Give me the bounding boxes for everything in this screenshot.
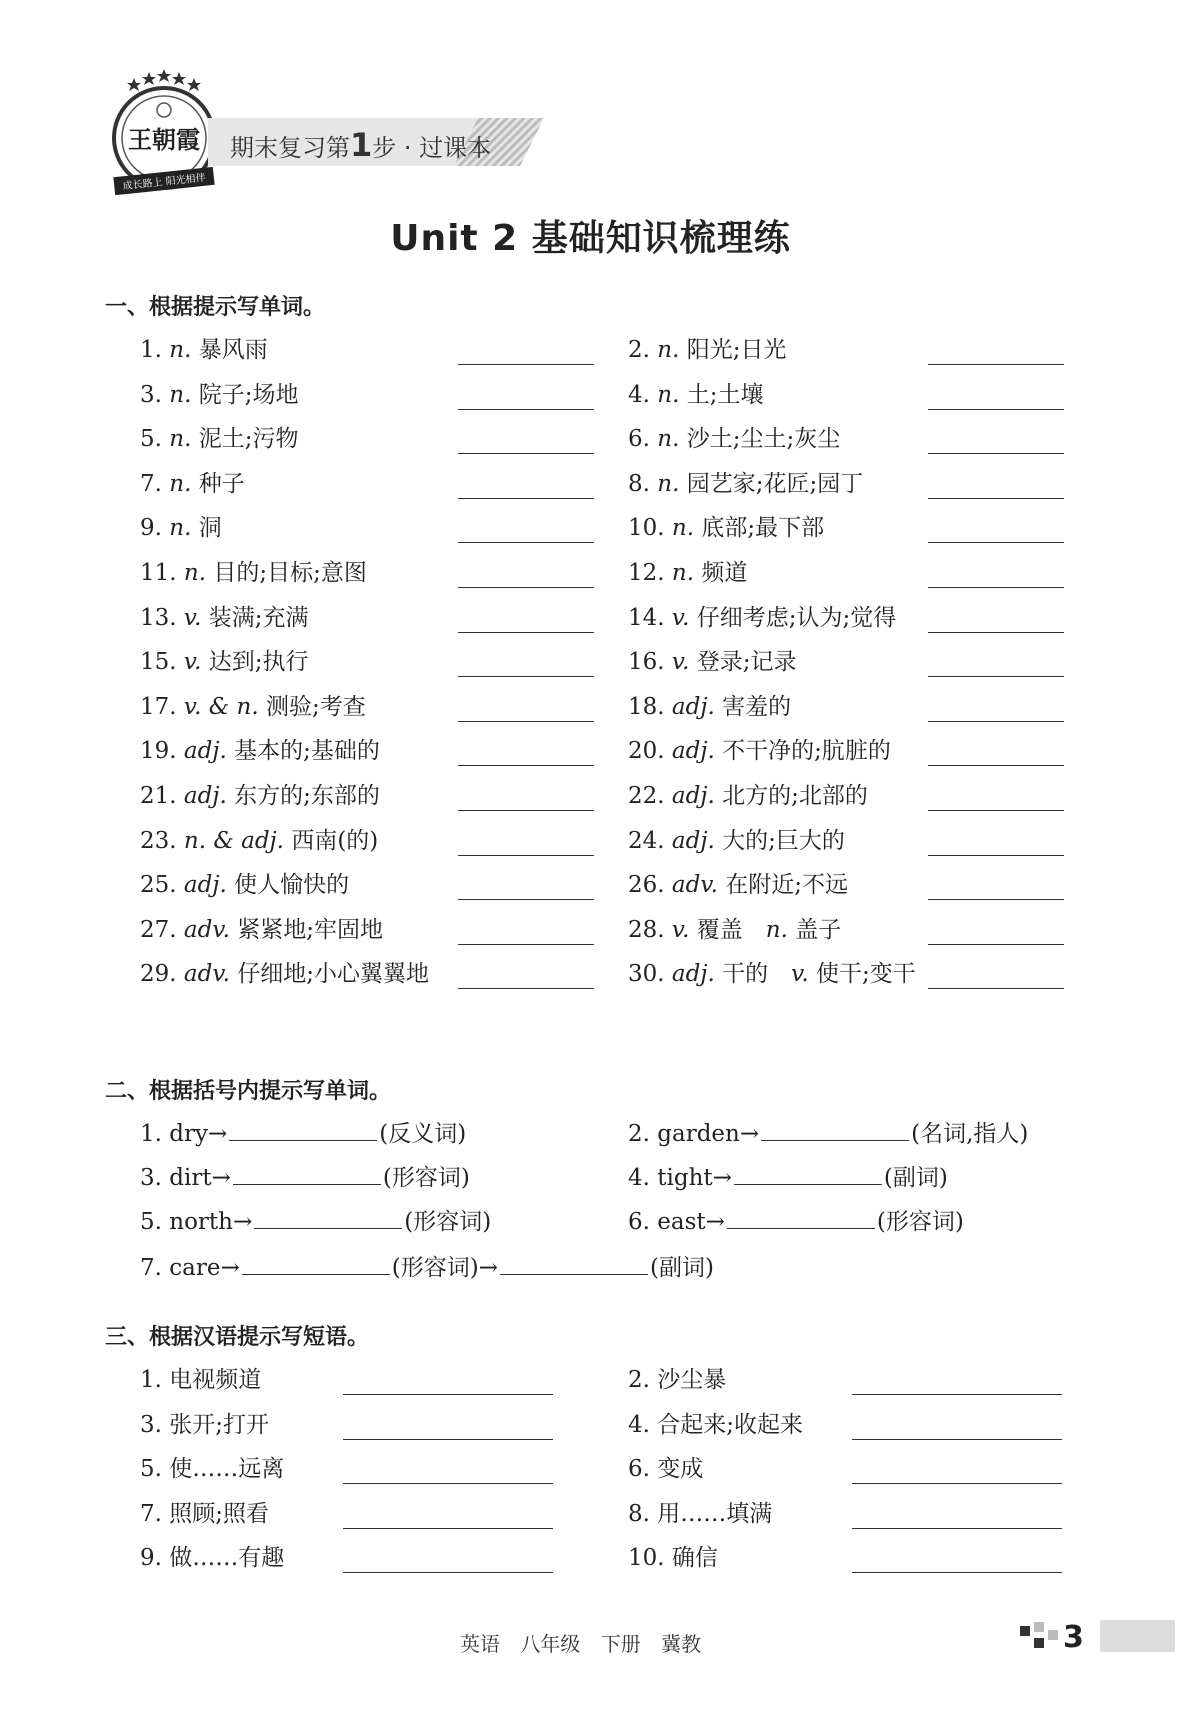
item-meaning: 大的;巨大的	[722, 828, 845, 854]
word-form-hint: (反义词)	[379, 1121, 467, 1147]
list-item	[628, 1366, 726, 1394]
item-number: 20.	[628, 738, 665, 764]
answer-blank[interactable]	[242, 1254, 390, 1275]
answer-blank[interactable]	[229, 1120, 377, 1141]
answer-blank[interactable]	[928, 409, 1064, 410]
item-number: 4.	[628, 1165, 650, 1191]
item-number: 6.	[628, 1456, 650, 1482]
item-number: 24.	[628, 828, 665, 854]
answer-blank[interactable]	[458, 899, 594, 900]
item-number: 4.	[628, 1412, 650, 1438]
list-item	[628, 604, 896, 632]
list-item	[628, 470, 863, 498]
item-number: 7.	[140, 471, 162, 497]
item-meaning: 达到;执行	[208, 649, 309, 675]
word-form-hint: (形容词)	[382, 1165, 470, 1191]
list-item	[140, 1455, 284, 1483]
item-meaning: 土;土壤	[686, 382, 764, 408]
part-of-speech: adj.	[183, 783, 227, 809]
answer-blank[interactable]	[458, 721, 594, 722]
list-item	[628, 871, 848, 899]
item-number: 19.	[140, 738, 177, 764]
item-meaning: 仔细考虑;认为;觉得	[696, 605, 897, 631]
answer-blank[interactable]	[928, 810, 1064, 811]
list-item	[140, 604, 309, 632]
part-of-speech: adj.	[671, 783, 715, 809]
list-item	[140, 827, 378, 855]
list-item	[628, 827, 845, 855]
answer-blank[interactable]	[458, 765, 594, 766]
list-item	[628, 960, 916, 988]
part-of-speech: n.	[169, 382, 192, 408]
page-title: Unit 2 基础知识梳理练	[390, 218, 791, 259]
item-meaning: 不干净的;肮脏的	[722, 738, 891, 764]
item-number: 17.	[140, 694, 177, 720]
list-item	[140, 1366, 261, 1394]
answer-blank[interactable]	[761, 1120, 909, 1141]
item-meaning: 使……远离	[169, 1456, 285, 1482]
answer-blank[interactable]	[928, 988, 1064, 989]
item-number: 13.	[140, 605, 177, 631]
answer-blank[interactable]	[852, 1572, 1062, 1573]
item-number: 10.	[628, 1545, 665, 1571]
item-meaning: 登录;记录	[696, 649, 797, 675]
item-meaning: 沙尘暴	[657, 1367, 727, 1393]
base-word: east→	[657, 1209, 725, 1235]
list-item	[140, 871, 349, 899]
item-number: 30.	[628, 961, 665, 987]
item-number: 21.	[140, 783, 177, 809]
answer-blank[interactable]	[928, 944, 1064, 945]
item-number: 1.	[140, 337, 162, 363]
list-item	[628, 648, 797, 676]
item-number: 5.	[140, 1209, 162, 1235]
item-meaning: 西南(的)	[291, 828, 379, 854]
item-meaning: 合起来;收起来	[657, 1412, 804, 1438]
answer-blank[interactable]	[343, 1528, 553, 1529]
word-form-hint: (形容词)	[404, 1209, 492, 1235]
item-number: 25.	[140, 872, 177, 898]
list-item	[628, 1544, 718, 1572]
part-of-speech: n.	[671, 560, 695, 586]
list-item	[628, 1411, 803, 1439]
answer-blank[interactable]	[343, 1483, 553, 1484]
part-of-speech: v.	[183, 649, 202, 675]
answer-blank[interactable]	[734, 1164, 882, 1185]
list-item	[628, 1208, 964, 1236]
list-item	[140, 1544, 284, 1572]
answer-blank[interactable]	[458, 453, 594, 454]
item-meaning: 用……填满	[657, 1501, 773, 1527]
list-item	[140, 1500, 269, 1528]
answer-blank[interactable]	[852, 1439, 1062, 1440]
part-of-speech: n.	[169, 426, 192, 452]
corner-bar	[1100, 1620, 1175, 1652]
item-number: 2.	[628, 337, 650, 363]
answer-blank[interactable]	[458, 498, 594, 499]
item-number: 15.	[140, 649, 177, 675]
part-of-speech: adv.	[183, 961, 230, 987]
item-number: 7.	[140, 1255, 162, 1281]
list-item	[140, 1208, 491, 1236]
part-of-speech: v.	[671, 917, 690, 943]
item-number: 9.	[140, 515, 162, 541]
list-item	[140, 1254, 714, 1282]
part-of-speech: adj.	[671, 828, 715, 854]
list-item	[628, 1164, 948, 1192]
item-meaning: 院子;场地	[198, 382, 299, 408]
part-of-speech: n.	[169, 337, 192, 363]
list-item	[628, 782, 868, 810]
item-meaning: 覆盖	[696, 917, 743, 943]
item-number: 6.	[628, 1209, 650, 1235]
answer-blank[interactable]	[343, 1439, 553, 1440]
item-number: 1.	[140, 1367, 162, 1393]
list-item	[628, 381, 763, 409]
list-item	[140, 693, 366, 721]
answer-blank[interactable]	[928, 632, 1064, 633]
answer-blank[interactable]	[928, 765, 1064, 766]
base-word: garden→	[657, 1121, 760, 1147]
answer-blank[interactable]	[458, 364, 594, 365]
item-meaning: 确信	[671, 1545, 718, 1571]
item-meaning: 干的	[722, 961, 769, 987]
item-meaning: 电视频道	[169, 1367, 262, 1393]
list-item	[628, 336, 786, 364]
base-word: north→	[169, 1209, 253, 1235]
list-item	[628, 425, 840, 453]
answer-blank[interactable]	[852, 1394, 1062, 1395]
word-form-hint: (副词)	[649, 1255, 714, 1281]
word-form-hint: (形容词)	[876, 1209, 964, 1235]
item-number: 7.	[140, 1501, 162, 1527]
part-of-speech: adv.	[183, 917, 230, 943]
answer-blank[interactable]	[458, 988, 594, 989]
item-number: 23.	[140, 828, 177, 854]
base-word: dirt→	[169, 1165, 231, 1191]
part-of-speech: v.	[671, 605, 690, 631]
item-number: 1.	[140, 1121, 162, 1147]
item-number: 8.	[628, 1501, 650, 1527]
list-item	[140, 470, 245, 498]
item-meaning: 目的;目标;意图	[213, 560, 367, 586]
item-meaning: 张开;打开	[169, 1412, 270, 1438]
item-meaning: 仔细地;小心翼翼地	[237, 961, 429, 987]
item-number: 5.	[140, 426, 162, 452]
item-meaning: 照顾;照看	[169, 1501, 270, 1527]
list-item	[628, 559, 747, 587]
list-item	[140, 425, 298, 453]
item-number: 9.	[140, 1545, 162, 1571]
item-number: 16.	[628, 649, 665, 675]
word-form-hint: (形容词)→	[391, 1255, 498, 1281]
part-of-speech: n.	[169, 471, 192, 497]
answer-blank[interactable]	[343, 1572, 553, 1573]
part-of-speech: n.	[657, 426, 680, 452]
item-meaning: 底部;最下部	[701, 515, 825, 541]
answer-blank[interactable]	[928, 364, 1064, 365]
part-of-speech: n.	[169, 515, 192, 541]
answer-blank[interactable]	[254, 1208, 402, 1229]
list-item	[140, 1411, 269, 1439]
list-item	[140, 916, 383, 944]
item-meaning: 盖子	[795, 917, 842, 943]
answer-blank[interactable]	[500, 1254, 648, 1275]
page-number: 3	[1063, 1620, 1084, 1655]
item-number: 2.	[628, 1121, 650, 1147]
item-number: 10.	[628, 515, 665, 541]
answer-blank[interactable]	[458, 944, 594, 945]
item-meaning: 园艺家;花匠;园丁	[686, 471, 864, 497]
item-meaning: 种子	[198, 471, 245, 497]
answer-blank[interactable]	[458, 587, 594, 588]
item-number: 27.	[140, 917, 177, 943]
list-item	[140, 782, 380, 810]
answer-blank[interactable]	[727, 1208, 875, 1229]
item-meaning: 害羞的	[722, 694, 792, 720]
answer-blank[interactable]	[458, 632, 594, 633]
item-number: 22.	[628, 783, 665, 809]
answer-blank[interactable]	[458, 676, 594, 677]
answer-blank[interactable]	[458, 855, 594, 856]
list-item	[628, 693, 791, 721]
item-meaning: 暴风雨	[198, 337, 268, 363]
item-meaning: 使干;变干	[815, 961, 916, 987]
answer-blank[interactable]	[458, 409, 594, 410]
item-meaning: 东方的;东部的	[234, 783, 380, 809]
svg-text:王朝霞: 王朝霞	[128, 125, 200, 154]
item-number: 4.	[628, 382, 650, 408]
item-number: 3.	[140, 1412, 162, 1438]
part-of-speech: v.	[791, 961, 809, 987]
answer-blank[interactable]	[928, 676, 1064, 677]
answer-blank[interactable]	[343, 1394, 553, 1395]
item-meaning: 基本的;基础的	[234, 738, 380, 764]
part-of-speech: n.	[657, 337, 680, 363]
part-of-speech: n.	[671, 515, 695, 541]
part-of-speech: adj.	[183, 872, 227, 898]
part-of-speech: n.	[765, 917, 788, 943]
answer-blank[interactable]	[852, 1528, 1062, 1529]
item-number: 29.	[140, 961, 177, 987]
item-meaning: 泥土;污物	[198, 426, 299, 452]
part-of-speech: adj.	[671, 738, 715, 764]
item-meaning: 变成	[657, 1456, 704, 1482]
list-item	[628, 916, 841, 944]
item-number: 8.	[628, 471, 650, 497]
item-meaning: 阳光;日光	[686, 337, 787, 363]
item-number: 11.	[140, 560, 177, 586]
answer-blank[interactable]	[928, 587, 1064, 588]
item-meaning: 测验;考查	[266, 694, 366, 720]
item-number: 18.	[628, 694, 665, 720]
answer-blank[interactable]	[233, 1164, 381, 1185]
answer-blank[interactable]	[928, 899, 1064, 900]
item-meaning: 做……有趣	[169, 1545, 285, 1571]
answer-blank[interactable]	[928, 498, 1064, 499]
item-number: 5.	[140, 1456, 162, 1482]
part-of-speech: n.	[657, 471, 680, 497]
base-word: care→	[169, 1255, 240, 1281]
part-of-speech: adj.	[671, 961, 715, 987]
list-item	[628, 1455, 703, 1483]
answer-blank[interactable]	[458, 542, 594, 543]
list-item	[140, 1120, 466, 1148]
footer-text: 英语 八年级 下册 冀教	[460, 1632, 702, 1656]
part-of-speech: n.	[183, 560, 207, 586]
item-meaning: 使人愉快的	[234, 872, 350, 898]
answer-blank[interactable]	[928, 453, 1064, 454]
part-of-speech: v.	[671, 649, 690, 675]
word-form-hint: (副词)	[883, 1165, 948, 1191]
item-number: 6.	[628, 426, 650, 452]
section-heading: 二、根据括号内提示写单词。	[105, 1079, 392, 1104]
item-meaning: 北方的;北部的	[722, 783, 868, 809]
base-word: tight→	[657, 1165, 732, 1191]
item-meaning: 在附近;不远	[725, 872, 848, 898]
list-item	[628, 1500, 772, 1528]
list-item	[628, 514, 824, 542]
answer-blank[interactable]	[928, 542, 1064, 543]
svg-text:成长路上 阳光相伴: 成长路上 阳光相伴	[122, 172, 207, 193]
list-item	[140, 960, 429, 988]
item-number: 2.	[628, 1367, 650, 1393]
list-item	[140, 1164, 470, 1192]
item-meaning: 洞	[198, 515, 222, 541]
part-of-speech: n. & adj.	[183, 828, 284, 854]
answer-blank[interactable]	[458, 810, 594, 811]
answer-blank[interactable]	[928, 855, 1064, 856]
part-of-speech: n.	[657, 382, 680, 408]
item-number: 28.	[628, 917, 665, 943]
item-number: 3.	[140, 382, 162, 408]
list-item	[140, 648, 309, 676]
list-item	[140, 514, 222, 542]
list-item	[140, 336, 268, 364]
word-form-hint: (名词,指人)	[911, 1121, 1029, 1147]
banner-title: 期末复习第1步 · 过课本	[230, 126, 492, 164]
part-of-speech: adj.	[671, 694, 715, 720]
item-meaning: 装满;充满	[208, 605, 309, 631]
base-word: dry→	[169, 1121, 228, 1147]
part-of-speech: v.	[183, 605, 202, 631]
part-of-speech: adj.	[183, 738, 227, 764]
item-number: 14.	[628, 605, 665, 631]
part-of-speech: adv.	[671, 872, 718, 898]
brand-logo	[104, 68, 224, 200]
item-number: 26.	[628, 872, 665, 898]
item-meaning: 紧紧地;牢固地	[237, 917, 383, 943]
answer-blank[interactable]	[852, 1483, 1062, 1484]
list-item	[628, 737, 891, 765]
item-meaning: 频道	[701, 560, 748, 586]
list-item	[628, 1120, 1028, 1148]
section-heading: 一、根据提示写单词。	[105, 295, 326, 320]
corner-decoration	[1020, 1622, 1058, 1652]
answer-blank[interactable]	[928, 721, 1064, 722]
part-of-speech: v. & n.	[183, 694, 259, 720]
list-item	[140, 737, 380, 765]
item-number: 12.	[628, 560, 665, 586]
item-meaning: 沙土;尘土;灰尘	[686, 426, 841, 452]
item-number: 3.	[140, 1165, 162, 1191]
list-item	[140, 559, 367, 587]
section-heading: 三、根据汉语提示写短语。	[105, 1325, 370, 1350]
list-item	[140, 381, 298, 409]
